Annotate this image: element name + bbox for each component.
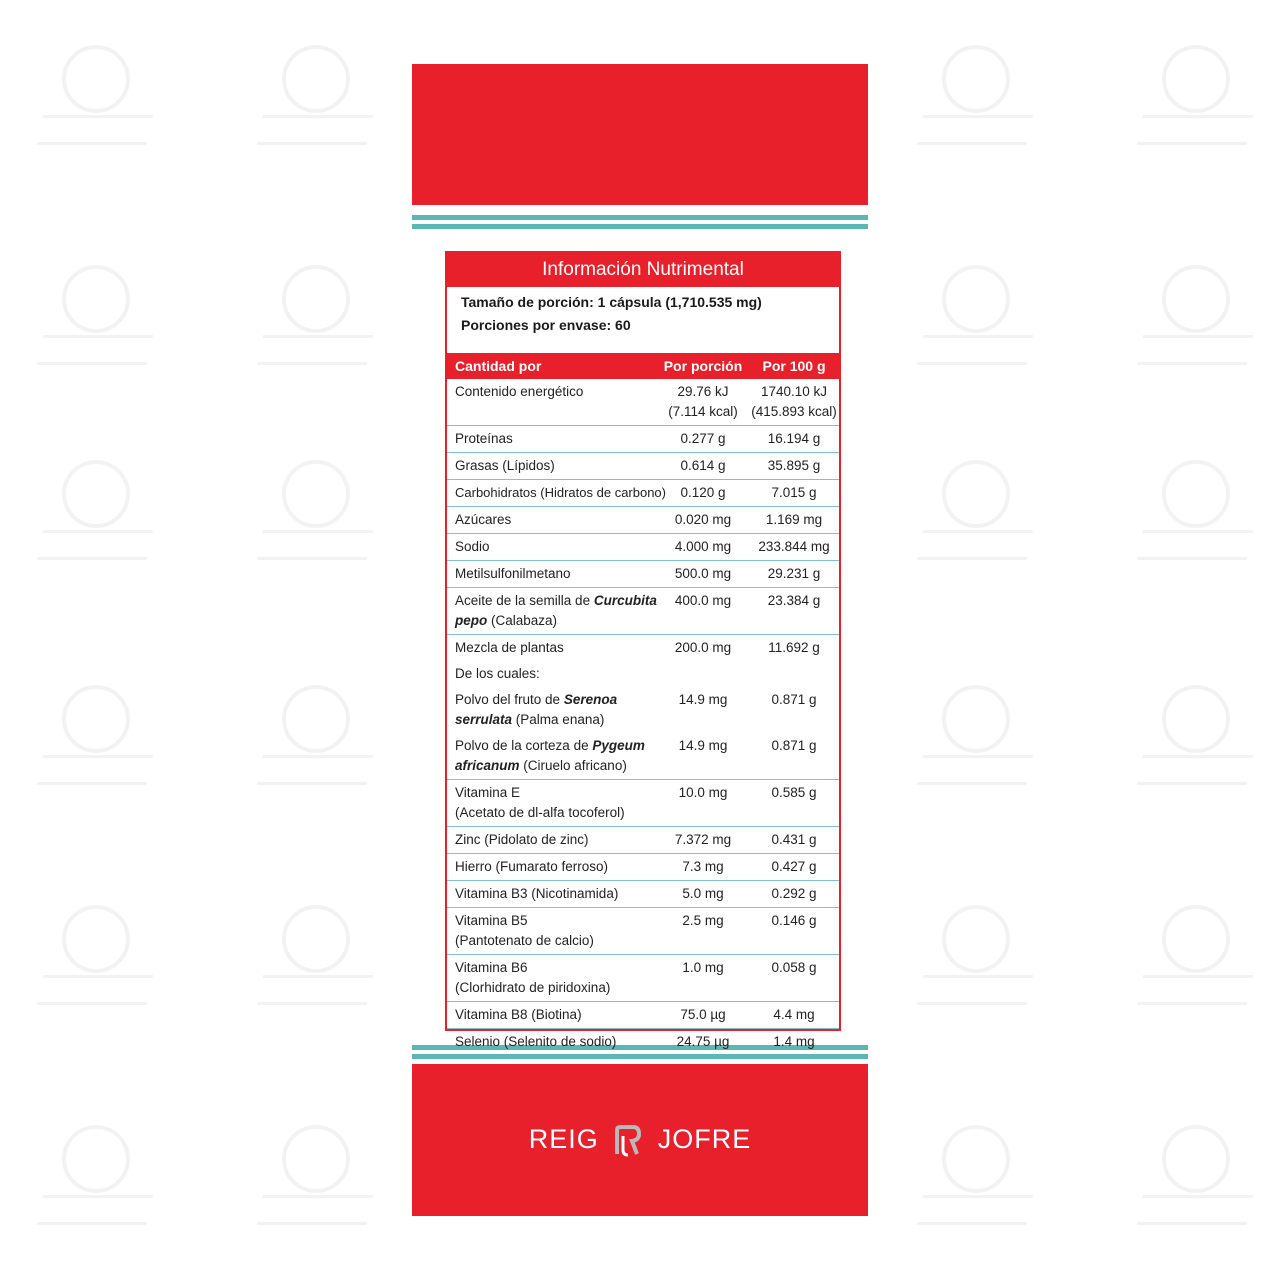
- per-serving-value: (7.114 kcal): [668, 404, 738, 419]
- per-100g-value: 23.384 g: [767, 593, 821, 608]
- watermark-logo: [40, 685, 150, 795]
- header-amount: Cantidad por: [455, 358, 542, 374]
- watermark-logo: [260, 460, 370, 570]
- per-100g-value: (415.893 kcal): [751, 404, 837, 419]
- per-serving-value: 14.9 mg: [678, 692, 728, 707]
- per-serving-value: 0.614 g: [680, 458, 726, 473]
- nutrient-name: Vitamina B3 (Nicotinamida): [455, 886, 619, 901]
- table-row: [447, 561, 839, 588]
- table-row: [447, 955, 839, 1002]
- name-text: Vitamina B6: [455, 960, 528, 975]
- nutrient-name: Hierro (Fumarato ferroso): [455, 859, 609, 874]
- watermark-logo: [260, 45, 370, 155]
- teal-stripe: [412, 224, 868, 229]
- watermark-logo: [920, 265, 1030, 375]
- table-row: [447, 733, 839, 780]
- watermark-logo: [40, 1125, 150, 1235]
- per-100g-value: 0.585 g: [771, 785, 817, 800]
- per-serving-value: 4.000 mg: [674, 539, 732, 554]
- brand-left: REIG: [528, 1124, 599, 1155]
- watermark-logo: [920, 45, 1030, 155]
- per-100g-value: 29.231 g: [767, 566, 821, 581]
- per-100g-value: 0.427 g: [771, 859, 817, 874]
- watermark-logo: [1140, 45, 1250, 155]
- watermark-logo: [260, 1125, 370, 1235]
- per-100g-value: 35.895 g: [767, 458, 821, 473]
- serving-size: Tamaño de porción: 1 cápsula (1,710.535 mg): [461, 294, 762, 310]
- per-serving-value: 0.277 g: [680, 431, 726, 446]
- per-100g-value: 0.292 g: [771, 886, 817, 901]
- name-text: (Pantotenato de calcio): [455, 933, 594, 948]
- name-text: (Ciruelo africano): [519, 758, 627, 773]
- red-band-top: [412, 64, 868, 205]
- watermark-logo: [40, 265, 150, 375]
- per-100g-value: 11.692 g: [768, 640, 820, 655]
- table-row: [447, 854, 839, 881]
- per-serving-value: 2.5 mg: [682, 913, 724, 928]
- species-name: Pygeum: [592, 738, 645, 753]
- brand-right: JOFRE: [657, 1124, 752, 1155]
- table-row: [447, 480, 839, 507]
- nutrient-name: Metilsulfonilmetano: [455, 566, 571, 581]
- per-100g-value: 0.871 g: [771, 738, 817, 753]
- per-100g-value: 7.015 g: [771, 485, 817, 500]
- per-100g-value: 1.4 mg: [773, 1034, 815, 1049]
- nutrient-name: Zinc (Pidolato de zinc): [455, 832, 589, 847]
- watermark-logo: [1140, 905, 1250, 1015]
- table-row: [447, 881, 839, 908]
- nutrient-name: Proteínas: [455, 431, 513, 446]
- table-row: [447, 1002, 839, 1029]
- per-serving-value: 24.75 µg: [676, 1034, 730, 1049]
- per-serving-value: 200.0 mg: [674, 640, 732, 655]
- name-text: (Calabaza): [487, 613, 558, 628]
- brand-mark-icon: [613, 1124, 643, 1158]
- per-100g-value: 4.4 mg: [773, 1007, 815, 1022]
- header-per-100g: Por 100 g: [762, 358, 826, 374]
- name-text: (Clorhidrato de piridoxina): [455, 980, 611, 995]
- per-serving-value: 5.0 mg: [682, 886, 724, 901]
- nutrient-name: [447, 687, 657, 733]
- nutrient-name: Selenio (Selenito de sodio): [455, 1034, 617, 1049]
- per-100g-value: 1.169 mg: [765, 512, 823, 527]
- per-serving-value: 1.0 mg: [682, 960, 724, 975]
- table-row: [447, 588, 839, 635]
- per-serving-value: 0.020 mg: [674, 512, 732, 527]
- name-text: (Palma enana): [512, 712, 605, 727]
- species-name: africanum: [455, 758, 520, 773]
- name-text: Vitamina E: [455, 785, 521, 800]
- nutrition-panel: [445, 251, 841, 1049]
- per-serving-value: 7.3 mg: [682, 859, 724, 874]
- table-row: [447, 780, 839, 827]
- table-header: [447, 353, 839, 379]
- name-text: Vitamina B5: [455, 913, 528, 928]
- per-100g-value: 1740.10 kJ: [760, 384, 828, 399]
- watermark-logo: [920, 905, 1030, 1015]
- serving-info: [447, 287, 839, 345]
- per-100g-value: 16.194 g: [767, 431, 821, 446]
- table-row: [447, 687, 839, 733]
- watermark-logo: [40, 45, 150, 155]
- watermark-logo: [260, 905, 370, 1015]
- watermark-logo: [1140, 460, 1250, 570]
- table-row: [447, 534, 839, 561]
- nutrient-name: Contenido energético: [455, 384, 584, 399]
- watermark-logo: [920, 685, 1030, 795]
- table-row: [447, 827, 839, 854]
- watermark-logo: [260, 265, 370, 375]
- per-serving-value: 0.120 g: [680, 485, 726, 500]
- nutrient-name: [447, 955, 657, 1001]
- servings-per-container: Porciones por envase: 60: [461, 317, 631, 333]
- table-row: [447, 1029, 839, 1055]
- table-row: [447, 426, 839, 453]
- table-row: [447, 908, 839, 955]
- nutrient-name: De los cuales:: [455, 666, 540, 681]
- table-row: [447, 453, 839, 480]
- per-100g-value: 233.844 mg: [758, 539, 830, 554]
- nutrient-name: [447, 588, 657, 634]
- watermark-logo: [40, 905, 150, 1015]
- nutrient-name: Vitamina B8 (Biotina): [455, 1007, 582, 1022]
- species-name: serrulata: [455, 712, 513, 727]
- table-row: [447, 507, 839, 534]
- per-serving-value: 10.0 mg: [678, 785, 728, 800]
- watermark-logo: [1140, 265, 1250, 375]
- nutrient-name: Mezcla de plantas: [455, 640, 564, 655]
- per-serving-value: 14.9 mg: [678, 738, 728, 753]
- nutrient-name: Grasas (Lípidos): [455, 458, 555, 473]
- per-100g-value: 0.058 g: [771, 960, 817, 975]
- name-text: Polvo de la corteza de: [455, 738, 593, 753]
- species-name: pepo: [455, 613, 488, 628]
- nutrient-name: Sodio: [455, 539, 490, 554]
- teal-stripe: [412, 215, 868, 220]
- watermark-logo: [40, 460, 150, 570]
- nutrient-name: [447, 780, 657, 826]
- name-text: Polvo del fruto de: [455, 692, 564, 707]
- table-row: [447, 379, 839, 426]
- per-serving-value: 400.0 mg: [674, 593, 732, 608]
- brand-logo: [412, 1124, 868, 1158]
- per-100g-value: 0.871 g: [771, 692, 817, 707]
- name-text: (Acetato de dl-alfa tocoferol): [455, 805, 625, 820]
- per-serving-value: 7.372 mg: [674, 832, 732, 847]
- per-100g-value: 0.146 g: [771, 913, 817, 928]
- per-serving-value: 75.0 µg: [680, 1007, 726, 1022]
- watermark-logo: [920, 1125, 1030, 1235]
- nutrient-name: Azúcares: [455, 512, 512, 527]
- species-name: Curcubita: [593, 593, 657, 608]
- per-100g-value: 0.431 g: [771, 832, 817, 847]
- table-row: [447, 635, 839, 661]
- watermark-logo: [260, 685, 370, 795]
- header-per-serving: Por porción: [663, 358, 743, 374]
- nutrient-name: [447, 733, 657, 779]
- species-name: Serenoa: [563, 692, 618, 707]
- per-serving-value: 29.76 kJ: [677, 384, 729, 399]
- panel-title: Información Nutrimental: [447, 253, 839, 287]
- watermark-logo: [920, 460, 1030, 570]
- watermark-logo: [1140, 1125, 1250, 1235]
- nutrient-name: Carbohidratos (Hidratos de carbono): [455, 485, 666, 500]
- watermark-logo: [1140, 685, 1250, 795]
- per-serving-value: 500.0 mg: [674, 566, 732, 581]
- name-text: Aceite de la semilla de: [455, 593, 594, 608]
- table-row: [447, 661, 839, 687]
- nutrient-name: [447, 908, 657, 954]
